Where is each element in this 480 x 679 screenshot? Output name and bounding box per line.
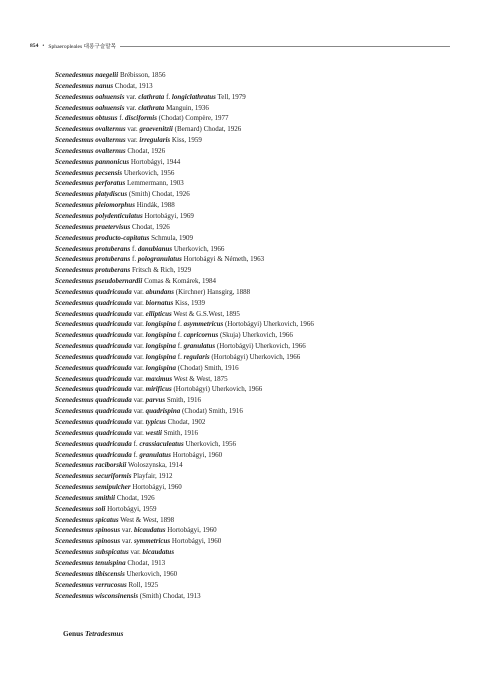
species-epithet: quadricauda [95, 374, 132, 383]
species-epithet: praetervisus [95, 222, 131, 231]
author-citation: Comas & Komárek, 1984 [144, 277, 216, 286]
infraspecific-epithet: longispina [145, 342, 176, 351]
genus: Scenedesmus [55, 396, 94, 405]
header-rule [120, 46, 450, 47]
author-citation: (Smith) Chodat, 1913 [139, 591, 201, 600]
species-epithet: perforatus [95, 179, 126, 188]
author-citation: West & West, 1875 [173, 374, 228, 383]
genus: Scenedesmus [55, 255, 94, 264]
genus: Scenedesmus [55, 439, 94, 448]
species-epithet: verrucosus [95, 580, 127, 589]
genus: Scenedesmus [55, 179, 94, 188]
rank-connector: var. [133, 331, 144, 340]
species-entry [55, 504, 455, 515]
genus: Scenedesmus [55, 201, 94, 210]
rank-connector: var. [133, 298, 144, 307]
page-number: 854 [30, 43, 39, 49]
species-entry [55, 395, 455, 406]
species-entry [55, 211, 455, 222]
genus: Scenedesmus [55, 504, 94, 513]
author-citation: Chodat, 1902 [167, 418, 206, 426]
author-citation: Manguin, 1936 [166, 103, 209, 112]
genus: Scenedesmus [55, 287, 94, 296]
rank-connector: f. [177, 352, 182, 361]
species-entry [55, 515, 455, 526]
genus: Scenedesmus [55, 190, 94, 199]
infraspecific-epithet: clathrata [138, 103, 165, 112]
genus: Scenedesmus [55, 222, 94, 231]
author-citation: Tell, 1979 [217, 92, 246, 101]
rank-connector: var. [133, 309, 144, 318]
genus: Scenedesmus [55, 114, 94, 123]
genus: Scenedesmus [55, 233, 94, 242]
genus: Scenedesmus [55, 320, 94, 329]
infraspecific-epithet: pologranulatus [137, 255, 182, 264]
author-citation: Chodat, 1926 [116, 493, 155, 502]
species-epithet: quadricauda [95, 320, 132, 329]
header-title: Sphaeropleales 대롱구슬말목 [48, 44, 117, 50]
species-entry [55, 591, 455, 602]
author-citation: Chodat, 1913 [114, 81, 153, 90]
species-list [55, 70, 455, 601]
infraspecific-epithet: ellipticus [145, 309, 172, 318]
species-entry [55, 363, 455, 374]
infraspecific-epithet: granulatus [183, 342, 216, 351]
species-entry [55, 244, 455, 255]
rank-connector: f. [177, 342, 182, 351]
species-epithet: quadricauda [95, 352, 132, 361]
rank-connector: var. [133, 342, 144, 351]
rank-connector: f. [119, 114, 124, 123]
species-entry [55, 417, 455, 428]
author-citation: Uherkovich, 1960 [126, 569, 178, 578]
genus: Scenedesmus [55, 450, 94, 459]
author-citation: Hindák, 1988 [136, 201, 175, 210]
species-entry [55, 309, 455, 320]
genus: Scenedesmus [55, 537, 94, 546]
rank-connector: var. [121, 537, 133, 546]
species-entry [55, 200, 455, 211]
species-entry [55, 439, 455, 450]
genus: Scenedesmus [55, 418, 94, 426]
genus: Scenedesmus [55, 407, 94, 416]
species-epithet: obtusus [95, 114, 118, 123]
species-epithet: oahuensis [95, 92, 125, 101]
species-entry [55, 265, 455, 276]
species-epithet: tibiscensis [95, 569, 125, 578]
species-epithet: quadricauda [95, 407, 132, 416]
header-separator: • [42, 43, 45, 49]
species-epithet: spinosus [95, 526, 121, 535]
running-header [30, 41, 450, 51]
author-citation: Hortobágyi & Németh, 1963 [183, 255, 265, 264]
rank-connector: var. [126, 92, 137, 101]
species-epithet: tenuispina [95, 558, 126, 567]
species-epithet: platydiscus [95, 190, 128, 199]
genus: Scenedesmus [55, 461, 94, 470]
species-epithet: nanus [95, 81, 114, 90]
genus: Scenedesmus [55, 103, 94, 112]
species-epithet: quadricauda [95, 298, 132, 307]
infraspecific-epithet: graevenitzii [139, 125, 173, 134]
genus: Scenedesmus [55, 428, 94, 437]
infraspecific-epithet: abundans [145, 287, 175, 296]
species-epithet: quadricauda [95, 428, 132, 437]
infraspecific-epithet: westii [145, 428, 162, 437]
genus: Scenedesmus [55, 157, 94, 166]
author-citation: Brébisson, 1856 [119, 71, 166, 79]
author-citation: Hortobágyi, 1960 [167, 526, 217, 535]
genus-heading-name: Tetradesmus [85, 629, 124, 638]
author-citation: Uherkovich, 1956 [185, 439, 237, 448]
infraspecific-epithet: bicaudatus [142, 548, 175, 557]
author-citation: Smith, 1916 [166, 396, 202, 405]
author-citation: Woloszynska, 1914 [128, 461, 183, 470]
author-citation: Roll, 1925 [128, 580, 159, 589]
infraspecific-epithet: irregularis [139, 136, 171, 145]
author-citation: (Bernard) Chodat, 1926 [174, 125, 242, 134]
author-citation: (Hortobágyi) Uherkovich, 1966 [216, 342, 306, 351]
infraspecific-epithet: longispina [145, 352, 176, 361]
species-entry [55, 222, 455, 233]
author-citation: Kiss, 1959 [171, 136, 202, 145]
species-epithet: securiformis [95, 472, 132, 481]
author-citation: Hortobágyi, 1959 [107, 504, 157, 513]
author-citation: Chodat, 1926 [127, 146, 166, 155]
author-citation: (Hortobágyi) Uherkovich, 1966 [211, 352, 301, 361]
rank-connector: f. [133, 439, 138, 448]
species-entry [55, 146, 455, 157]
species-epithet: protuberans [95, 266, 131, 275]
species-epithet: quadricauda [95, 309, 132, 318]
species-epithet: soli [95, 504, 106, 513]
rank-connector: var. [127, 125, 138, 134]
infraspecific-epithet: disciformis [125, 114, 157, 123]
species-epithet: quadricauda [95, 385, 132, 394]
author-citation: Smith, 1916 [163, 428, 198, 437]
genus-heading [63, 629, 123, 638]
genus: Scenedesmus [55, 591, 94, 600]
genus: Scenedesmus [55, 266, 94, 275]
rank-connector: f. [133, 450, 138, 459]
genus: Scenedesmus [55, 580, 94, 589]
author-citation: (Skuja) Uherkovich, 1966 [219, 331, 293, 340]
rank-connector: var. [133, 428, 144, 437]
species-epithet: naegelii [95, 71, 119, 79]
species-entry [55, 471, 455, 482]
species-epithet: protuberans [95, 255, 131, 264]
infraspecific-epithet: maximus [145, 374, 173, 383]
author-citation: (Hortobágyi) Uherkovich, 1966 [173, 385, 263, 394]
genus: Scenedesmus [55, 244, 94, 253]
genus: Scenedesmus [55, 548, 94, 557]
infraspecific-epithet: longispina [145, 320, 176, 329]
infraspecific-epithet: danubianus [137, 244, 173, 253]
species-entry [55, 319, 455, 330]
genus: Scenedesmus [55, 211, 94, 220]
species-epithet: quadricauda [95, 418, 132, 426]
species-entry [55, 70, 455, 81]
rank-connector: var. [133, 407, 144, 416]
author-citation: Playfair, 1912 [133, 472, 173, 481]
genus: Scenedesmus [55, 136, 94, 145]
species-entry [55, 352, 455, 363]
species-epithet: producto-capitatus [95, 233, 150, 242]
species-entry [55, 384, 455, 395]
species-entry [55, 341, 455, 352]
infraspecific-epithet: typicus [145, 418, 166, 426]
author-citation: (Chodat) Compère, 1977 [158, 114, 229, 123]
genus: Scenedesmus [55, 125, 94, 134]
species-epithet: quadricauda [95, 342, 132, 351]
infraspecific-epithet: bicaudatus [133, 526, 166, 535]
author-citation: (Hortobágyi) Uherkovich, 1966 [225, 320, 314, 329]
species-epithet: pseudobernardii [95, 277, 143, 286]
author-citation: Hortobágyi, 1960 [172, 450, 223, 459]
rank-connector: f. [132, 255, 137, 264]
rank-connector: var. [133, 320, 144, 329]
genus: Scenedesmus [55, 168, 94, 177]
genus: Scenedesmus [55, 352, 94, 361]
genus: Scenedesmus [55, 558, 94, 567]
rank-connector: var. [133, 418, 144, 426]
species-epithet: ovalternus [95, 146, 126, 155]
species-epithet: quadricauda [95, 331, 132, 340]
species-entry [55, 233, 455, 244]
rank-connector: f. [166, 92, 171, 101]
infraspecific-epithet: longispina [145, 331, 176, 340]
species-entry [55, 406, 455, 417]
infraspecific-epithet: longiclathratus [171, 92, 216, 101]
species-epithet: spicatus [95, 515, 119, 524]
species-entry [55, 525, 455, 536]
species-epithet: pleiomorphus [95, 201, 135, 210]
author-citation: Chodat, 1926 [132, 222, 170, 231]
genus: Scenedesmus [55, 472, 94, 481]
author-citation: (Smith) Chodat, 1926 [128, 190, 190, 199]
genus: Scenedesmus [55, 277, 94, 286]
genus: Scenedesmus [55, 331, 94, 340]
author-citation: Hortobágyi, 1960 [132, 483, 182, 492]
species-entry [55, 450, 455, 461]
genus: Scenedesmus [55, 385, 94, 394]
infraspecific-epithet: longispina [145, 363, 176, 372]
infraspecific-epithet: asymmetricus [183, 320, 224, 329]
species-epithet: pannonicus [95, 157, 130, 166]
species-epithet: protuberans [95, 244, 131, 253]
genus: Scenedesmus [55, 81, 94, 90]
species-entry [55, 428, 455, 439]
species-entry [55, 168, 455, 179]
author-citation: Kiss, 1939 [175, 298, 205, 307]
species-epithet: smithii [95, 493, 116, 502]
species-epithet: quadricauda [95, 287, 132, 296]
rank-connector: var. [133, 396, 144, 405]
author-citation: West & West, 1898 [120, 515, 175, 524]
species-epithet: pecsensis [95, 168, 123, 177]
species-entry [55, 276, 455, 287]
author-citation: West & G.S.West, 1895 [173, 309, 240, 318]
species-epithet: wisconsinensis [95, 591, 139, 600]
species-epithet: subspicatus [95, 548, 129, 557]
species-epithet: polydenticulatus [95, 211, 143, 220]
author-citation: Uherkovich, 1966 [173, 244, 225, 253]
species-entry [55, 81, 455, 92]
species-entry [55, 103, 455, 114]
species-entry [55, 536, 455, 547]
rank-connector: f. [177, 331, 182, 340]
genus-heading-label: Genus [63, 629, 84, 638]
rank-connector: var. [133, 374, 144, 383]
genus: Scenedesmus [55, 146, 94, 155]
infraspecific-epithet: granulatus [139, 450, 171, 459]
species-epithet: spinosus [95, 537, 121, 546]
species-entry [55, 330, 455, 341]
infraspecific-epithet: quadrispina [145, 407, 181, 416]
author-citation: (Kirchner) Hansgirg, 1888 [175, 287, 251, 296]
species-entry [55, 254, 455, 265]
species-entry [55, 298, 455, 309]
species-epithet: semipulcher [95, 483, 131, 492]
species-epithet: oahuensis [95, 103, 125, 112]
author-citation: Fritsch & Rich, 1929 [132, 266, 192, 275]
species-entry [55, 189, 455, 200]
species-entry [55, 558, 455, 569]
infraspecific-epithet: crassiaculeatus [139, 439, 184, 448]
species-entry [55, 135, 455, 146]
rank-connector: var. [133, 352, 144, 361]
author-citation: Chodat, 1913 [127, 558, 166, 567]
species-epithet: raciborskii [95, 461, 127, 470]
rank-connector: f. [132, 244, 137, 253]
rank-connector: var. [133, 287, 144, 296]
species-entry [55, 113, 455, 124]
author-citation: Hortobágyi, 1960 [171, 537, 222, 546]
species-entry [55, 493, 455, 504]
genus: Scenedesmus [55, 342, 94, 351]
author-citation: Hortobágyi, 1969 [144, 211, 194, 220]
species-entry [55, 287, 455, 298]
genus: Scenedesmus [55, 493, 94, 502]
species-entry [55, 374, 455, 385]
infraspecific-epithet: mirificus [145, 385, 172, 394]
species-entry [55, 547, 455, 558]
genus: Scenedesmus [55, 569, 94, 578]
genus: Scenedesmus [55, 92, 94, 101]
species-entry [55, 178, 455, 189]
rank-connector: var. [126, 103, 137, 112]
author-citation: (Chodat) Smith, 1916 [177, 363, 239, 372]
infraspecific-epithet: parvus [145, 396, 166, 405]
species-epithet: quadricauda [95, 439, 132, 448]
rank-connector: var. [133, 385, 144, 394]
author-citation: Uherkovich, 1956 [123, 168, 175, 177]
author-citation: Lemmermann, 1903 [126, 179, 184, 188]
genus: Scenedesmus [55, 298, 94, 307]
species-entry [55, 569, 455, 580]
species-entry [55, 460, 455, 471]
species-entry [55, 580, 455, 591]
species-entry [55, 92, 455, 103]
infraspecific-epithet: clathrata [138, 92, 165, 101]
rank-connector: f. [177, 320, 182, 329]
infraspecific-epithet: symmetricus [133, 537, 171, 546]
species-entry [55, 482, 455, 493]
author-citation: Hortobágyi, 1944 [130, 157, 181, 166]
genus: Scenedesmus [55, 71, 94, 79]
rank-connector: var. [130, 548, 141, 557]
infraspecific-epithet: regularis [183, 352, 210, 361]
species-epithet: quadricauda [95, 396, 132, 405]
rank-connector: var. [133, 363, 144, 372]
genus: Scenedesmus [55, 515, 94, 524]
infraspecific-epithet: capricornus [183, 331, 219, 340]
genus: Scenedesmus [55, 363, 94, 372]
infraspecific-epithet: biornatus [145, 298, 174, 307]
species-entry [55, 124, 455, 135]
author-citation: (Chodat) Smith, 1916 [182, 407, 243, 416]
species-epithet: quadricauda [95, 450, 132, 459]
genus: Scenedesmus [55, 526, 94, 535]
genus: Scenedesmus [55, 374, 94, 383]
genus: Scenedesmus [55, 483, 94, 492]
species-epithet: ovalternus [95, 136, 126, 145]
species-epithet: ovalternus [95, 125, 126, 134]
species-entry [55, 157, 455, 168]
rank-connector: var. [127, 136, 138, 145]
genus: Scenedesmus [55, 309, 94, 318]
species-epithet: quadricauda [95, 363, 132, 372]
author-citation: Schmula, 1909 [151, 233, 194, 242]
rank-connector: var. [121, 526, 133, 535]
